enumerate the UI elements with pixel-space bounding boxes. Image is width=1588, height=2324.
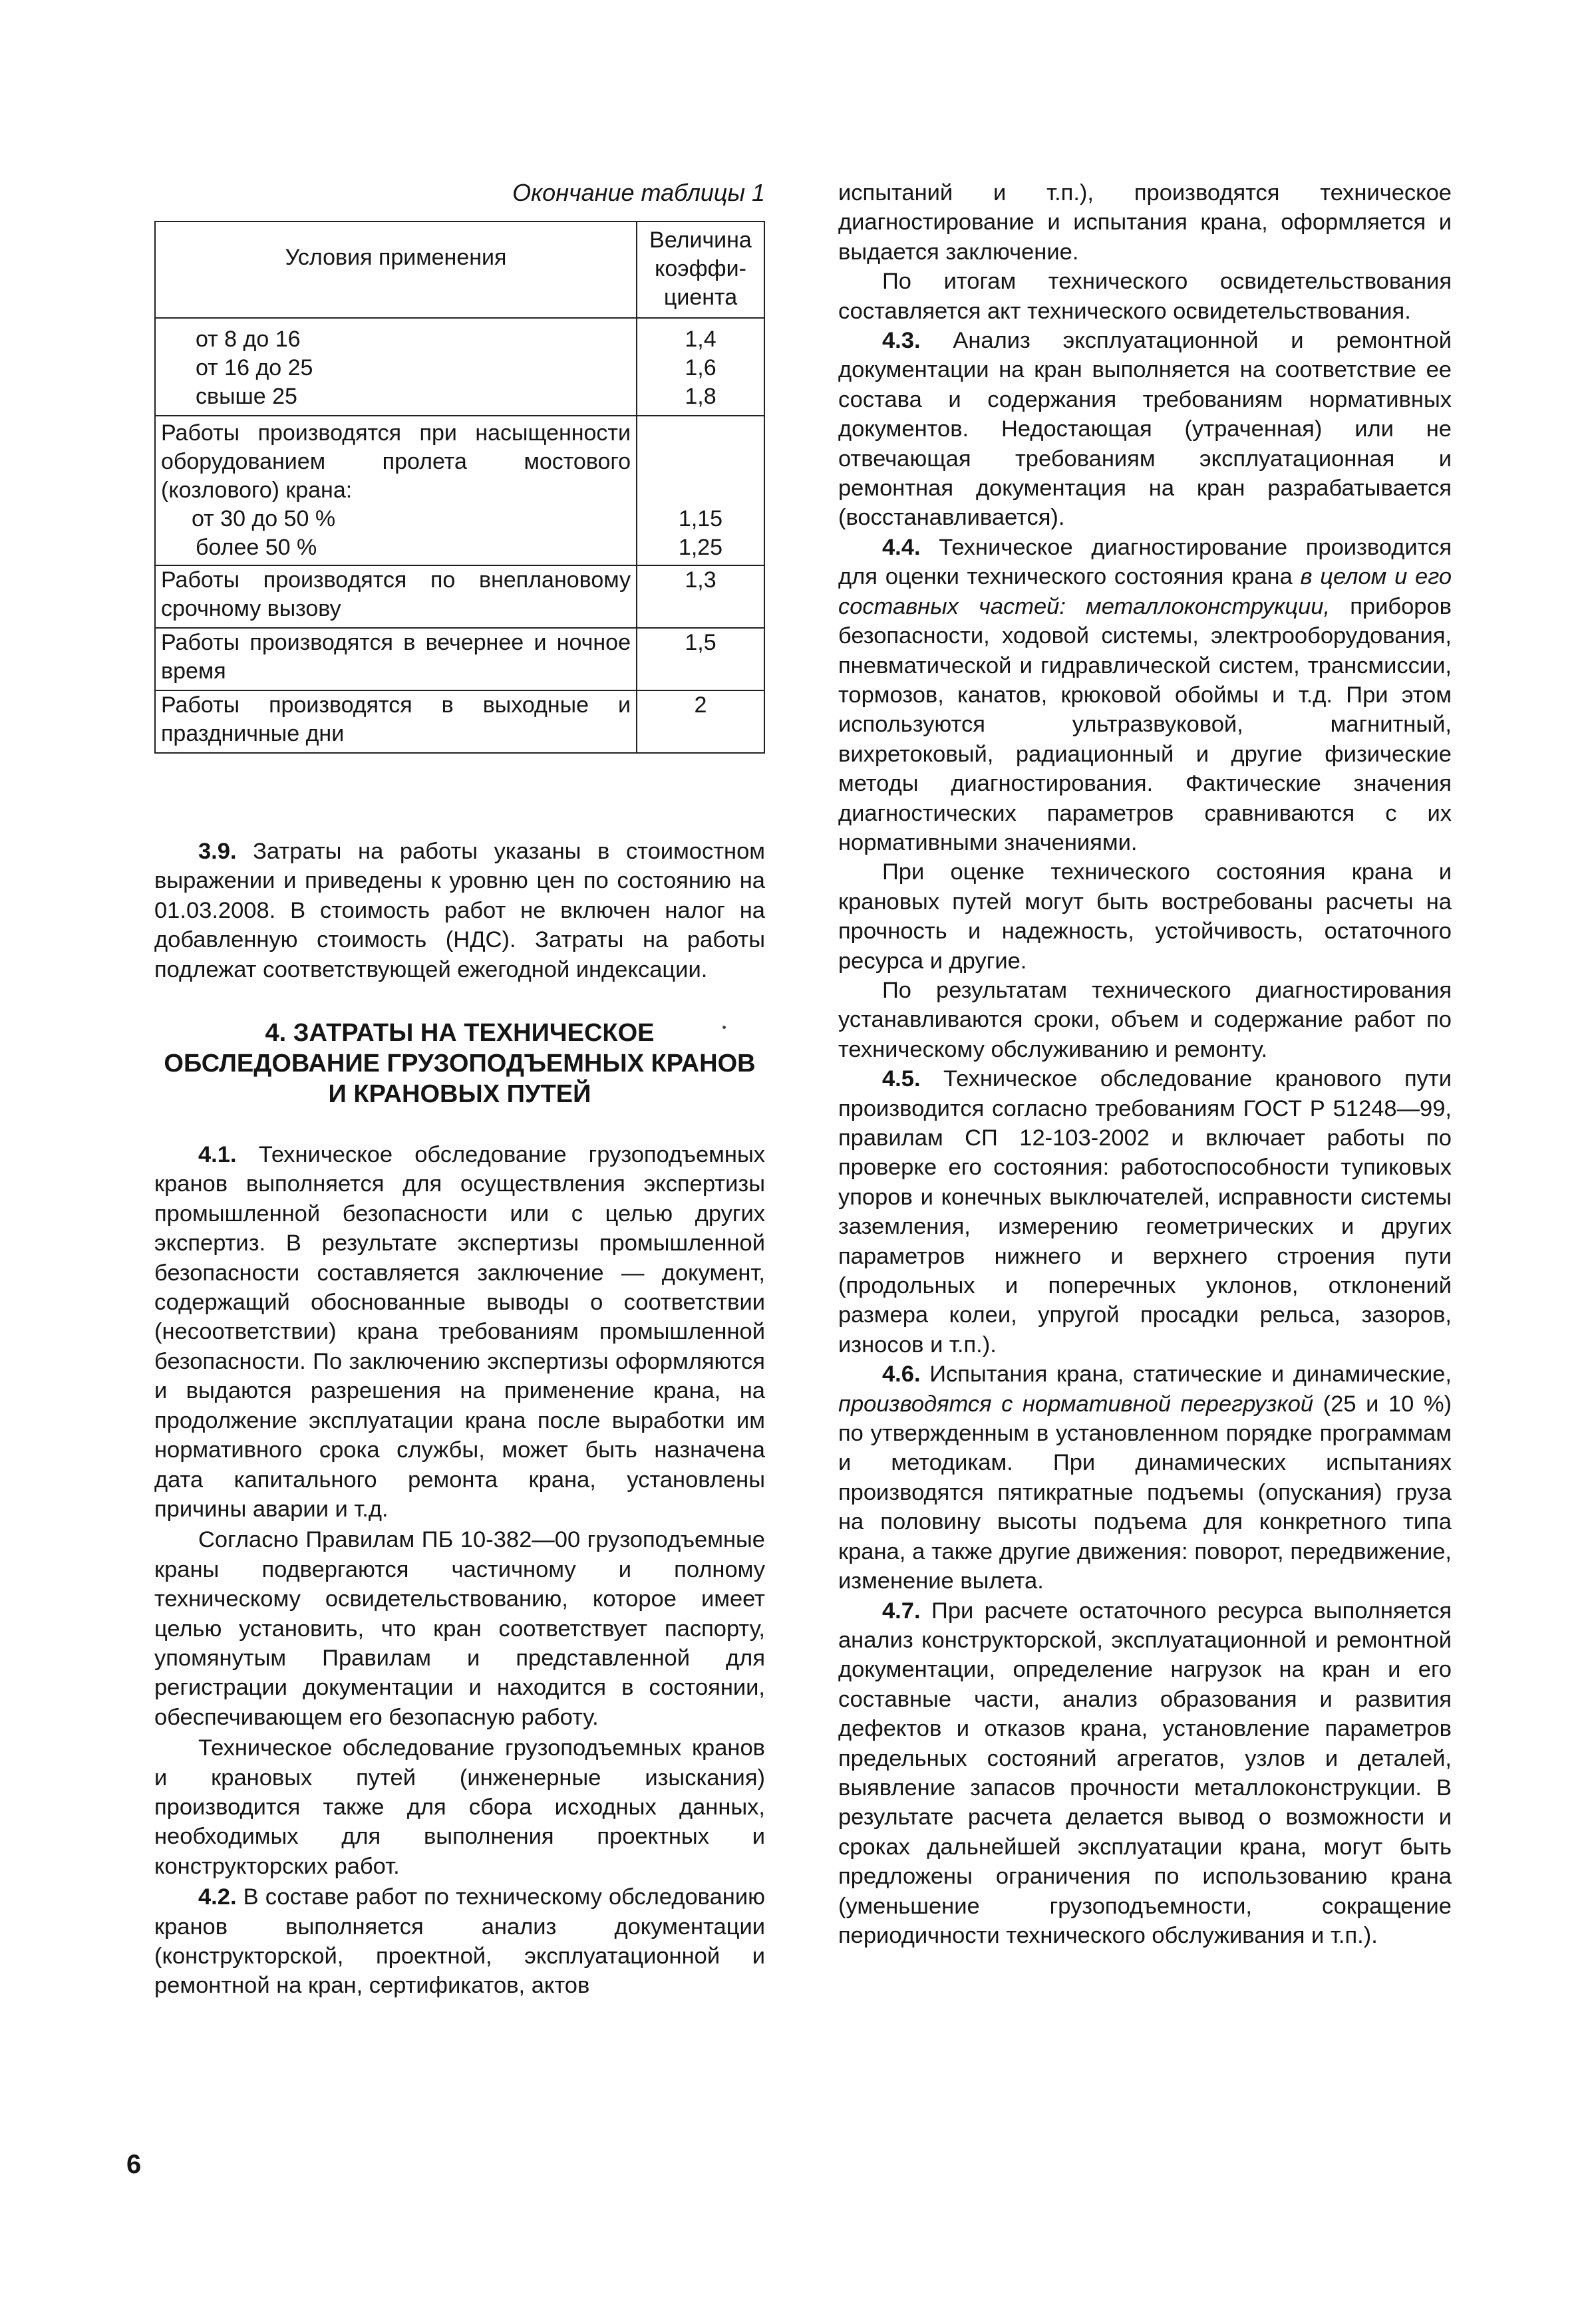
paragraph-text: При расчете остаточного ресурса выполняется анализ конструкторской, эксплуатационной и ремонтной документации, определение нагрузок на кран и его составные части, анализ образования и развития дефектов и отказов крана, установление параметров предельных состояний агрегатов, узлов и деталей, выявление запасов прочности металлоконструкции. В результате расчета делается вывод о возможности и сроках дальнейшей эксплуатации крана, могут быть предложены ограничения по использованию крана (уменьшение грузоподъемности, сокращение периодичности технического обслуживания и т.п.). <box>838 1598 1452 1948</box>
table-row-label: Работы производятся при насыщенности оборудованием пролета мостового (козлового) крана: <box>155 416 637 505</box>
paragraph-calc: При оценке технического состояния крана и крановых путей могут быть востребованы расчеты на прочность и надежность, устойчивость, остаточного ресурса и другие. <box>838 859 1452 974</box>
table-row-value: 1,6 <box>637 354 764 382</box>
paragraph-italic: производятся с нормативной перегрузкой <box>838 1391 1314 1417</box>
paragraph-4-1 <box>154 1140 765 1524</box>
table-row-label: более 50 % <box>155 533 637 565</box>
paragraph-4-7 <box>838 1596 1452 1951</box>
clause-number: 4.6. <box>882 1362 921 1387</box>
table-row-value: 1,25 <box>637 533 764 565</box>
table-row-value: 1,5 <box>637 628 764 690</box>
paragraph-text: Испытания крана, статические и динамические, <box>929 1362 1452 1387</box>
table-row-value: 1,3 <box>637 565 764 628</box>
paragraph-rules: Согласно Правилам ПБ 10-382—00 грузоподъемные краны подвергаются частичному и полному техническому освидетельствованию, которое имеет целью установить, что кран соответствует паспорту, упомянутым Правилам и представленной для регистрации документации и находится в состоянии, обеспечивающем его безопасную работу. <box>154 1527 765 1730</box>
table-row-label: Работы производятся в выходные и праздничные дни <box>155 690 637 753</box>
paragraph-text: Техническое диагностирование производится для оценки технического состояния крана <box>838 534 1452 590</box>
paragraph-4-2-continued: испытаний и т.п.), производятся техническое диагностирование и испытания крана, оформляется и выдается заключение. <box>838 180 1452 265</box>
paragraph-text: При динамических испытаниях производятся пятикратные подъемы (опускания) груза на половину высоты подъема для конкретного типа крана, а также другие движения: поворот, передвижение, изменение вылета. <box>838 1450 1452 1594</box>
table-row-label: свыше 25 <box>155 382 637 416</box>
table-row-value: 1,4 <box>637 318 764 354</box>
table-row-label: Работы производятся по внеплановому срочному вызову <box>155 565 637 628</box>
paragraph-survey: Техническое обследование грузоподъемных кранов и крановых путей (инженерные изыскания) производится также для сбора исходных данных, необходимых для выполнения проектных и конструкторских работ. <box>154 1735 765 1879</box>
paragraph-4-3 <box>838 326 1452 533</box>
paragraph-text: Затраты на работы указаны в стоимостном выражении и приведены к уровню цен по состоянию на 01.03.2008. В стоимость работ не включен налог на добавленную стоимость (НДС). Затраты на работы подлежат соответствующей ежегодной индексации. <box>154 839 765 982</box>
clause-number: 4.7. <box>882 1598 921 1624</box>
clause-number: 4.4. <box>882 534 921 560</box>
table-row-value: 2 <box>637 690 764 753</box>
paragraph-results: По итогам технического освидетельствования составляется акт технического освидетельствования. <box>838 269 1452 324</box>
right-column <box>838 178 1452 1950</box>
paragraph-text: Техническое обследование грузоподъемных кранов выполняется для осуществления экспертизы промышленной безопасности или с целью других экспертиз. В результате экспертизы промышленной безопасности составляется заключение — документ, содержащий обоснованные выводы о соответствии (несоответствии) крана требованиям промышленной безопасности. По заключению экспертизы оформляются и выдаются разрешения на применение крана, на продолжение эксплуатации крана после выработки им нормативного срока службы, может быть назначена дата капитального ремонта крана, установлены причины аварии и т.д. <box>154 1142 765 1522</box>
table-row-label: от 30 до 50 % <box>155 505 637 533</box>
coefficient-table <box>154 221 765 754</box>
table-row-label: Работы производятся в вечернее и ночное время <box>155 628 637 690</box>
print-speck <box>722 1026 726 1029</box>
table-row-value: 1,8 <box>637 382 764 416</box>
paragraph-text: приборов безопасности, ходовой системы, электрооборудования, пневматической и гидравлической систем, трансмиссии, тормозов, канатов, крюковой обоймы и т.д. При этом используются ультразвуковой, магнитный, вихретоковый, радиационный и другие физические методы диагностирования. Фактические значения диагностических параметров сравниваются с их нормативными значениями. <box>838 593 1452 855</box>
paragraph-italic: в целом и его составных частей: металлоконструкции, <box>838 564 1452 619</box>
page-number: 6 <box>126 2150 142 2179</box>
paragraph-text: В составе работ по техническому обследованию кранов выполняется анализ документации (конструкторской, проектной, эксплуатационной и ремонтной на кран, сертификатов, актов <box>154 1884 765 1999</box>
table-row-label: от 8 до 16 <box>155 318 637 354</box>
section-heading: 4. ЗАТРАТЫ НА ТЕХНИЧЕСКОЕ ОБСЛЕДОВАНИЕ ГРУЗОПОДЪЕМНЫХ КРАНОВ И КРАНОВЫХ ПУТЕЙ <box>164 1019 756 1109</box>
paragraph-3-9 <box>154 837 765 984</box>
clause-number: 4.3. <box>882 328 921 354</box>
table-row-label: от 16 до 25 <box>155 354 637 382</box>
paragraph-text: (25 и 10 %) по утвержденным в установленном порядке программам и методикам. <box>838 1391 1452 1476</box>
clause-number: 3.9. <box>198 839 237 864</box>
clause-number: 4.1. <box>198 1142 237 1168</box>
paragraph-4-6 <box>838 1360 1452 1596</box>
paragraph-4-2 <box>154 1882 765 2001</box>
paragraph-text: Анализ эксплуатационной и ремонтной документации на кран выполняется на соответствие ее состава и содержания требованиям нормативных документов. Недостающая (утраченная) или не отвечающая требованиям эксплуатационная и ремонтная документация на кран разрабатывается (восстанавливается). <box>838 328 1452 531</box>
paragraph-4-5 <box>838 1064 1452 1360</box>
paragraph-4-4 <box>838 533 1452 857</box>
clause-number: 4.5. <box>882 1066 921 1092</box>
clause-number: 4.2. <box>198 1884 237 1910</box>
header-condition: Условия применения <box>155 221 637 318</box>
paragraph-text: Техническое обследование кранового пути производится согласно требованиям ГОСТ Р 51248—99, правилам СП 12-103-2002 и включает работы по проверке его состояния: работоспособности тупиковых упоров и конечных выключателей, исправности системы заземления, измерению геометрических и других параметров нижнего и верхнего строения пути (продольных и поперечных уклонов, отклонений размера колеи, упругой просадки рельса, зазоров, износов и т.п.). <box>838 1066 1452 1358</box>
table-row-value <box>637 416 764 505</box>
paragraph-diag: По результатам технического диагностирования устанавливаются сроки, объем и содержание работ по техническому обслуживанию и ремонту. <box>838 977 1452 1062</box>
header-value: Величина коэффи-циента <box>637 221 764 318</box>
table-caption: Окончание таблицы 1 <box>512 179 765 206</box>
table-row-value: 1,15 <box>637 505 764 533</box>
left-column <box>154 837 765 2001</box>
